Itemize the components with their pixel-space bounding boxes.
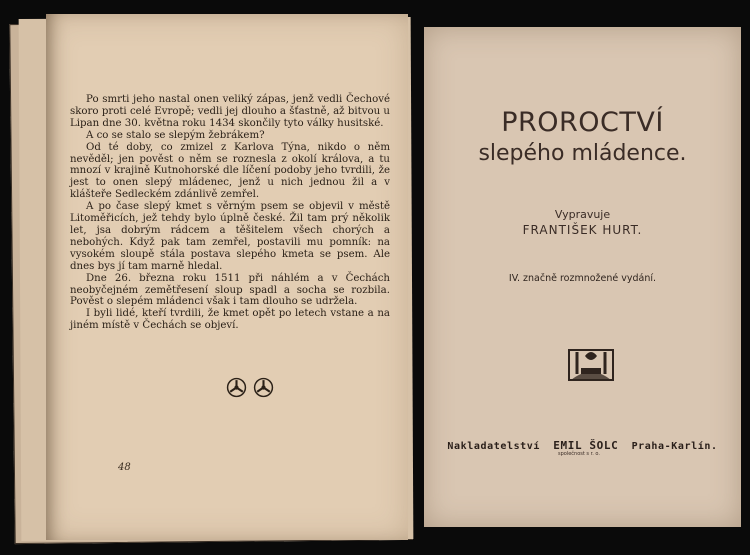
rosette-ornament-icon	[226, 377, 247, 398]
author-name: FRANTIŠEK HURT.	[522, 223, 643, 237]
title-page	[424, 27, 741, 527]
publisher-city: Praha-Karlín.	[631, 441, 718, 452]
left-page-text	[70, 94, 390, 332]
publisher-subtitle: společnost s r. o.	[558, 451, 600, 457]
paragraph: Od té doby, co zmizel z Karlova Týna, nikdo o něm nevěděl; jen pověst o něm se roznesla z okolí králova, a tu mnozí v krajině Kutnohorské dle líčení podoby jeho tvrdili, že jest to onen slepý mládenec, jenž u nich jednou žil a v klášteře Sedleckém zdánlivě zemřel.	[70, 141, 390, 201]
rosette-ornament-icon	[253, 377, 274, 398]
paragraph: I byli lidé, kteří tvrdili, že kmet opět po letech vstane a na jiném místě v Čechách se objeví.	[70, 308, 390, 332]
paragraph: Po smrti jeho nastal onen veliký zápas, jenž vedli Čechové skoro proti celé Evropě; vedli jej dlouho a šťastně, až bitvou u Lipan dne 30. května roku 1434 skončily tyto války husitské.	[70, 94, 390, 129]
publisher-name: EMIL ŠOLC	[553, 439, 619, 452]
paragraph: Dne 26. března roku 1511 při náhlém a v Čechách neobyčejném zemětřesení sloup spadl a socha se rozbila. Pověst o slepém mládenci však i tam dlouho se udržela.	[70, 272, 390, 308]
publisher-prefix: Nakladatelství	[447, 441, 541, 452]
paragraph: A co se stalo se slepým žebrákem?	[86, 129, 265, 141]
end-ornaments	[226, 377, 286, 401]
page-number: 48	[118, 462, 131, 473]
publisher-emblem-icon	[567, 344, 615, 386]
edition-note: IV. značně rozmnožené vydání.	[508, 273, 657, 284]
narrator-label: Vypravuje	[554, 208, 611, 221]
title-line-1: PROROCTVÍ	[501, 107, 664, 138]
title-line-2: slepého mládence.	[478, 141, 687, 166]
paragraph: A po čase slepý kmet s věrným psem se objevil v městě Litoměřicích, jež tehdy bylo úplně české. Žil tam prý několik let, jsa dobrým rádcem a těšitelem všech chorých a nebohých. Když pak tam zemřel, postavili mu pomník: na vysokém sloupě stála postava slepého kmeta se psem. Ale dnes bys jí tam marně hledal.	[70, 201, 390, 272]
